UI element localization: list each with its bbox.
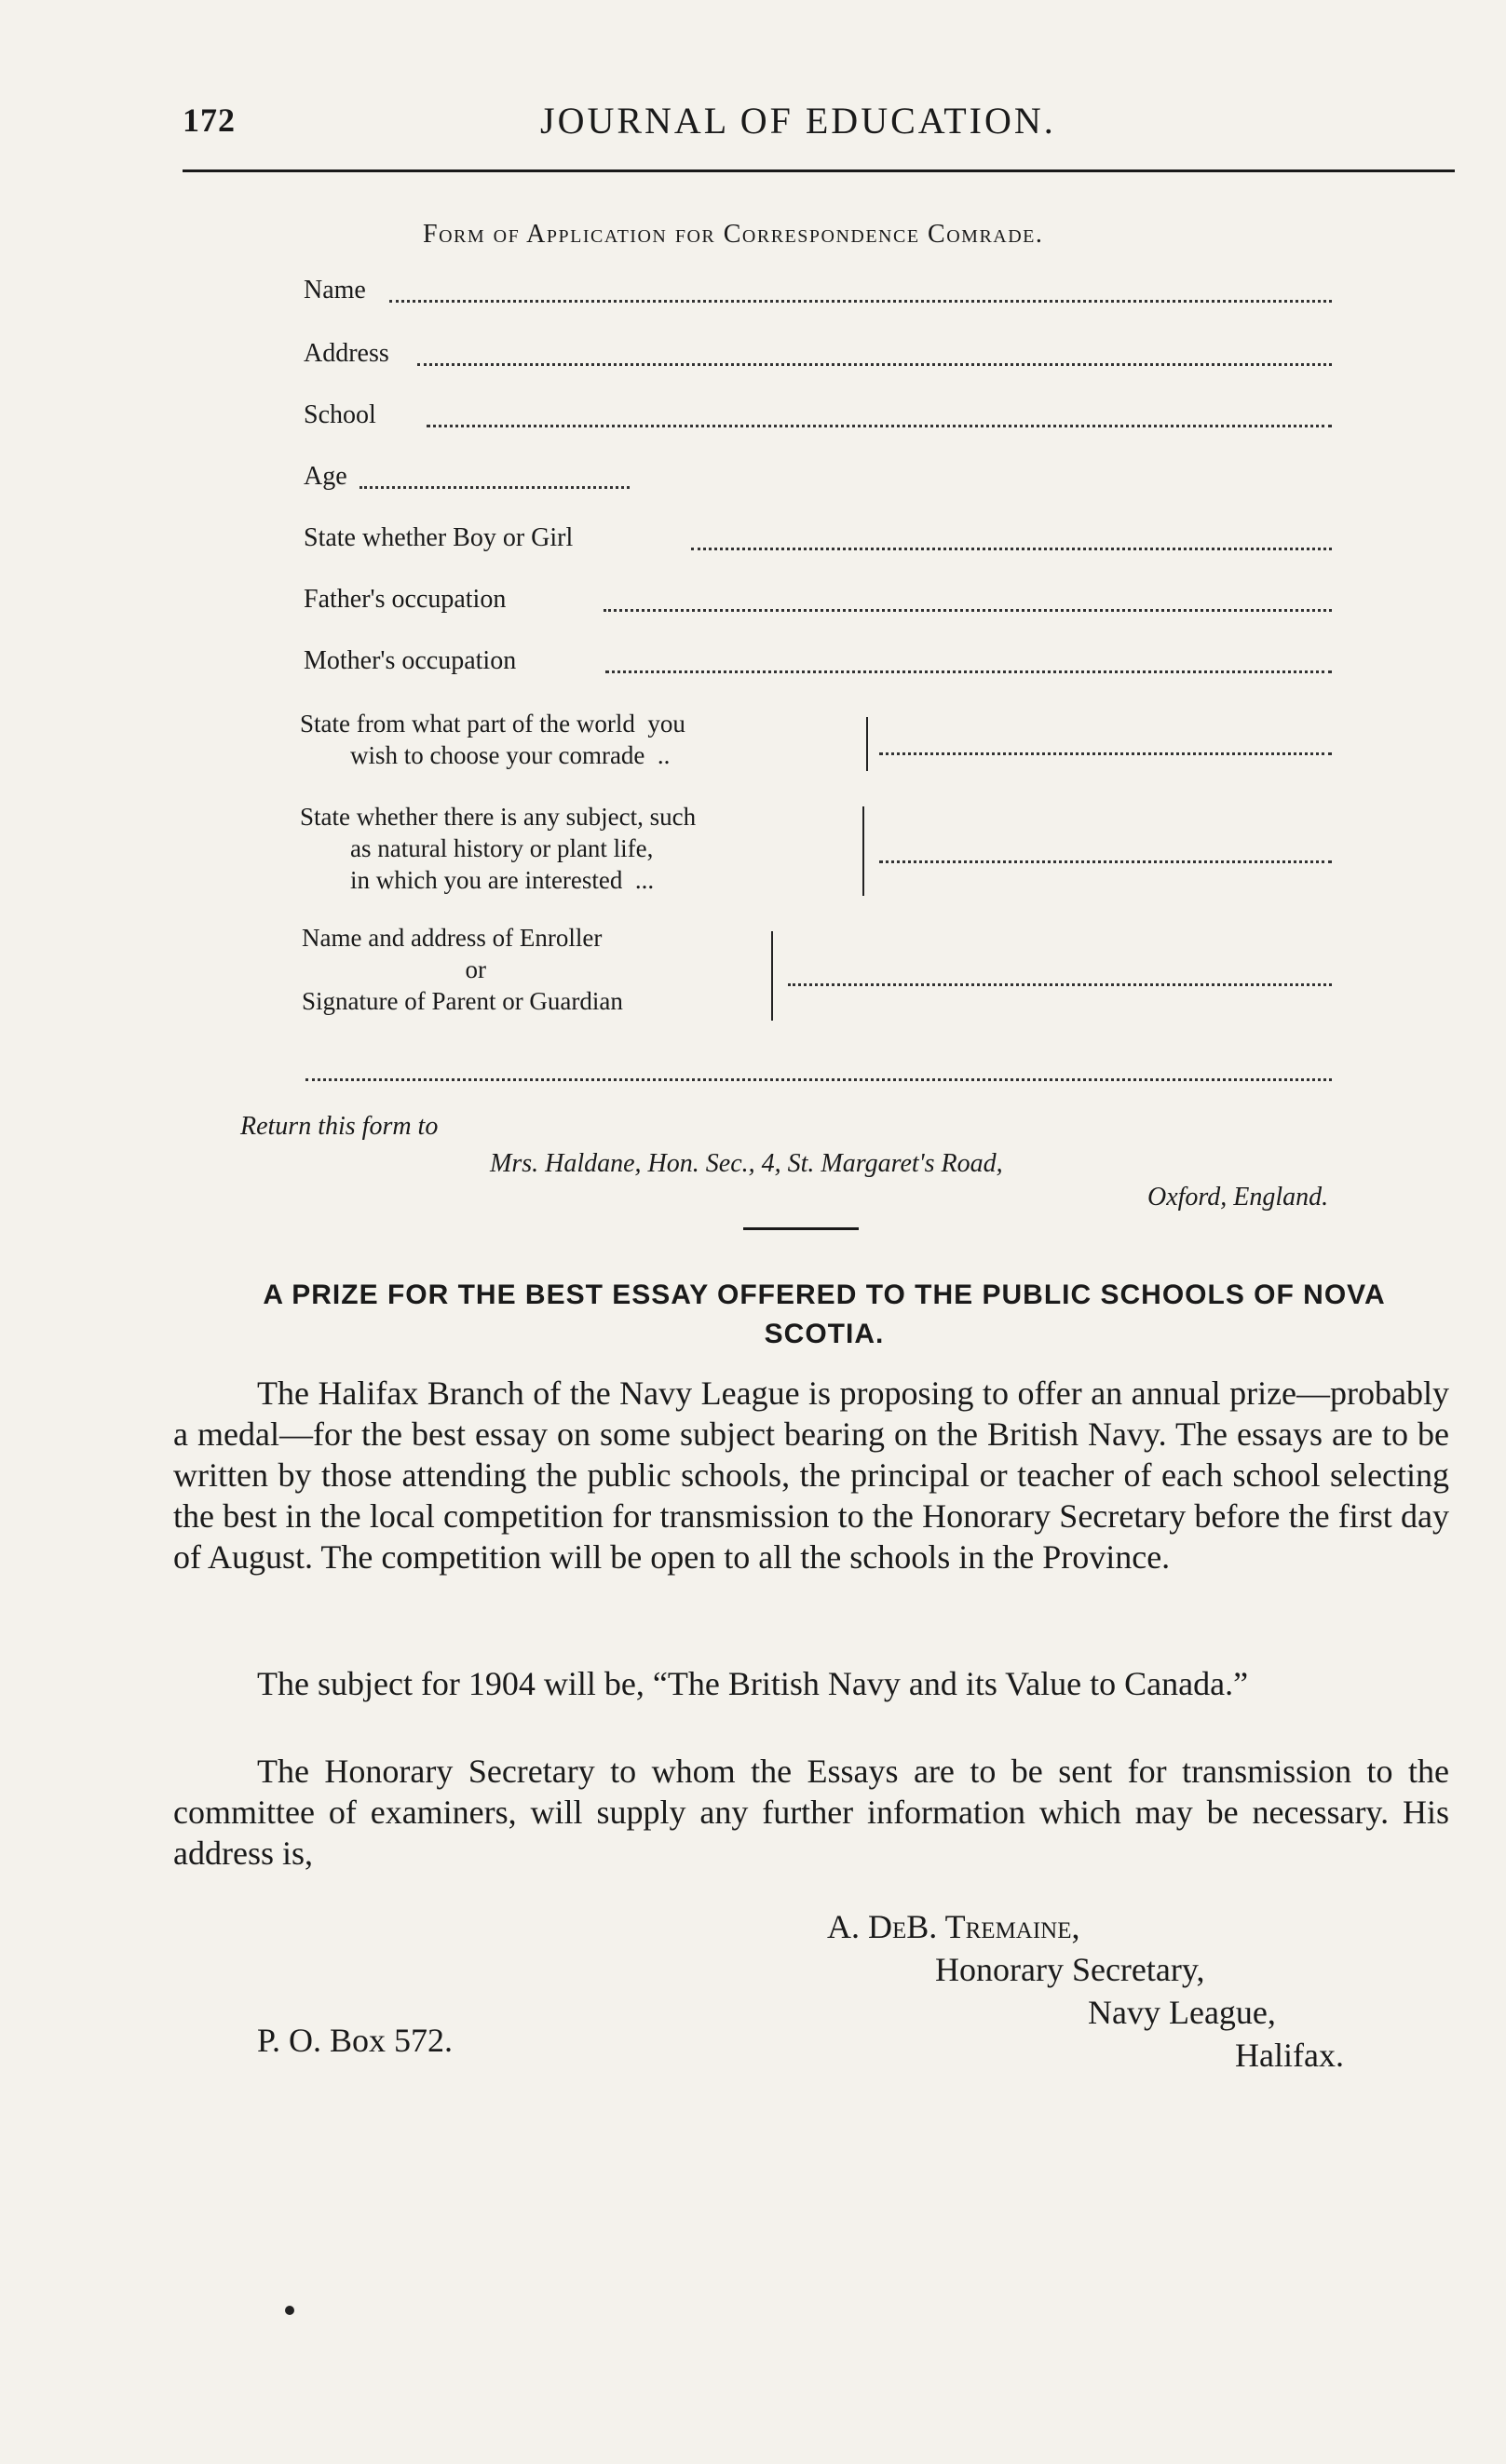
name-field-line[interactable] xyxy=(389,300,1332,303)
father-occupation-line[interactable] xyxy=(604,609,1332,612)
article-paragraph-1: The Halifax Branch of the Navy League is proposing to offer an annual prize—probably a medal—for the best essay on some subject bearing on the British Navy. The essays are to be written by those attending the public schools, the principal or teacher of each school selecting the best in the local competition for transmission to the Honorary Secretary before the first day of August. The competition will be open to all the schools in the Province. xyxy=(173,1374,1449,1576)
enroller-field-label: Name and address of Enroller or Signature of Parent or Guardian xyxy=(302,924,623,1015)
article-heading: A PRIZE FOR THE BEST ESSAY OFFERED TO THE PUBLIC SCHOOLS OF NOVA SCOTIA. xyxy=(263,1279,1386,1349)
journal-title: JOURNAL OF EDUCATION. xyxy=(540,100,1056,142)
mother-occupation-label: Mother's occupation xyxy=(304,646,517,675)
page-number: 172 xyxy=(183,102,236,139)
sex-field-line[interactable] xyxy=(691,548,1332,550)
age-field-label: Age xyxy=(304,462,347,491)
address-field-label: Address xyxy=(304,339,389,368)
header-rule xyxy=(183,169,1455,172)
sex-field-label: State whether Boy or Girl xyxy=(304,523,574,552)
address-field-line[interactable] xyxy=(417,363,1332,366)
father-occupation-label: Father's occupation xyxy=(304,585,507,614)
school-field-label: School xyxy=(304,400,376,429)
region-field-label: State from what part of the world you wish to choose your comrade .. xyxy=(300,710,685,769)
return-address-line1: Mrs. Haldane, Hon. Sec., 4, St. Margaret's Road, xyxy=(490,1149,1003,1178)
return-address-line2: Oxford, England. xyxy=(1147,1183,1329,1212)
article-paragraph-2: The subject for 1904 will be, “The British Navy and its Value to Canada.” xyxy=(257,1665,1249,1702)
signature-city: Halifax. xyxy=(1235,2037,1344,2074)
subject-field-label: State whether there is any subject, such as natural history or plant life, in which you are interested ... xyxy=(300,803,697,894)
enroller-brace xyxy=(766,931,773,1021)
article-paragraph-3: The Honorary Secretary to whom the Essays are to be sent for transmission to the committee of examiners, will supply any further information which may be necessary. His address is, xyxy=(173,1753,1449,1872)
enroller-field-line[interactable] xyxy=(788,983,1332,986)
return-label: Return this form to xyxy=(240,1112,439,1141)
region-field-line[interactable] xyxy=(879,752,1332,755)
subject-brace xyxy=(857,806,864,896)
mother-occupation-line[interactable] xyxy=(605,670,1332,673)
signature-org: Navy League, xyxy=(1088,1994,1276,2031)
signature-title: Honorary Secretary, xyxy=(935,1951,1205,1988)
signature-name: A. DeB. Tremaine, xyxy=(827,1908,1080,1945)
section-divider xyxy=(743,1227,859,1230)
form-title: Form of Application for Correspondence Comrade. xyxy=(423,220,1044,249)
school-field-line[interactable] xyxy=(427,425,1332,427)
name-field-label: Name xyxy=(304,276,366,305)
po-box: P. O. Box 572. xyxy=(257,2022,454,2059)
age-field-line[interactable] xyxy=(360,486,630,489)
region-brace xyxy=(861,717,868,771)
ink-speck xyxy=(285,2306,294,2315)
subject-field-line[interactable] xyxy=(879,860,1332,863)
extra-line[interactable] xyxy=(305,1078,1332,1081)
